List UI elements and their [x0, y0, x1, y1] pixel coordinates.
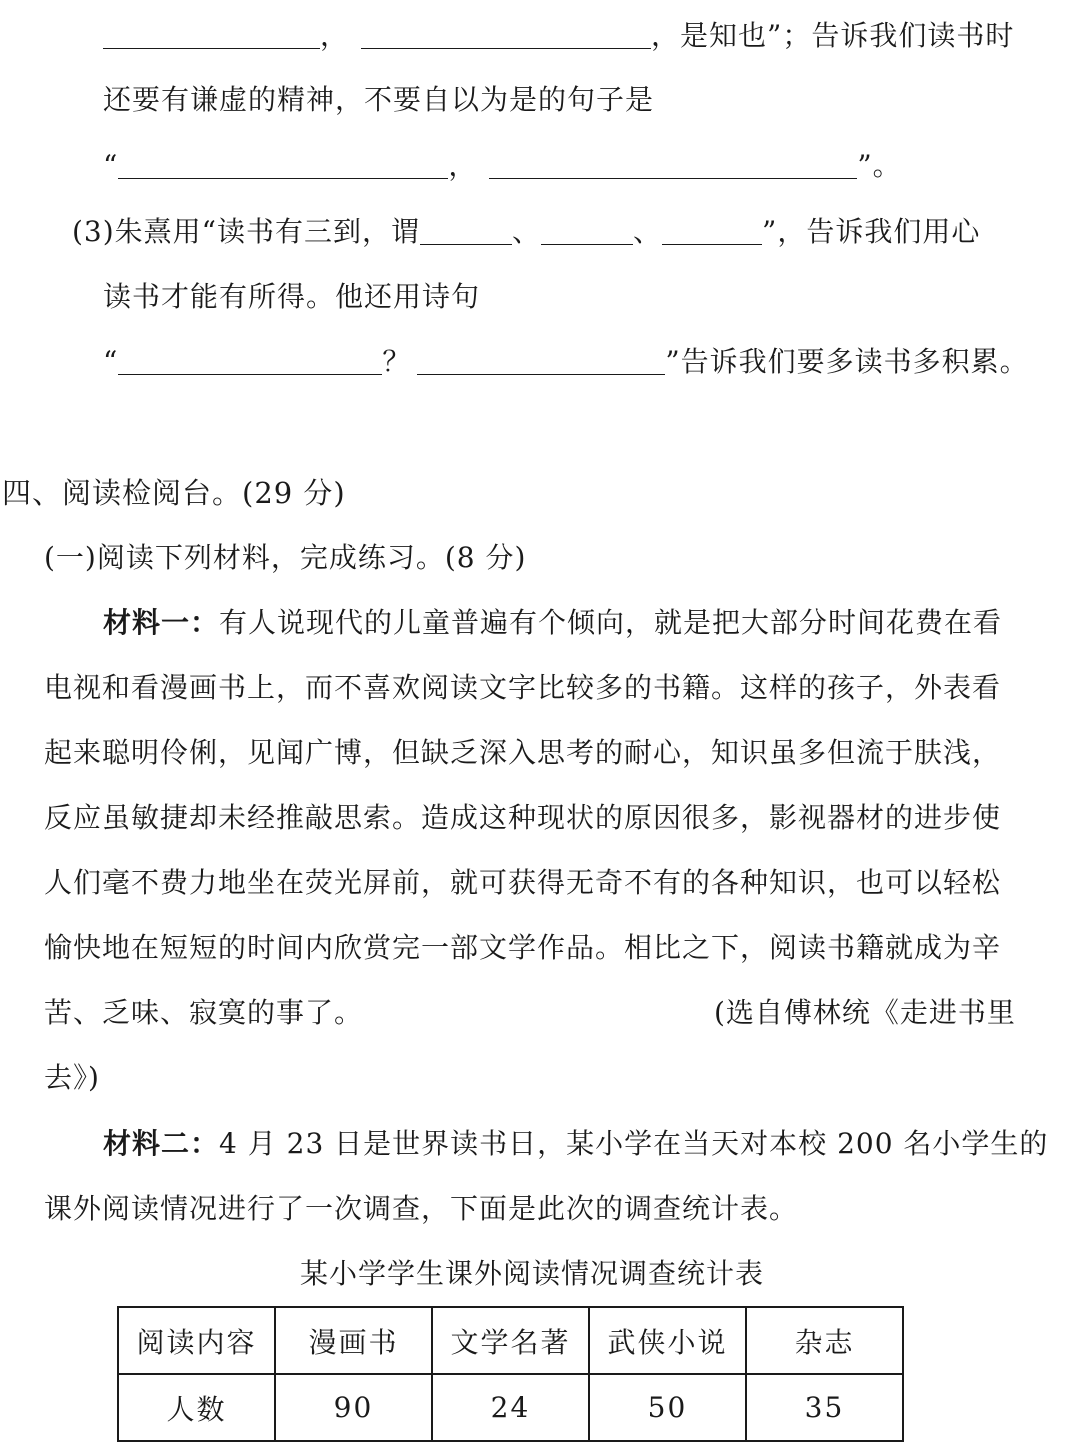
- table-cell: 90: [275, 1374, 432, 1441]
- open-quote: “: [103, 345, 119, 378]
- material-1-line-6: 愉快地在短短的时间内欣赏完一部文学作品。相比之下，阅读书籍就成为辛: [44, 931, 1002, 964]
- table-header-cell: 武侠小说: [589, 1307, 746, 1374]
- question-line-1: [103, 16, 1014, 56]
- table-header-cell: 阅读内容: [118, 1307, 275, 1374]
- table-header-cell: 文学名著: [432, 1307, 589, 1374]
- separator-text: 、: [511, 215, 541, 248]
- table-header-cell: 漫画书: [275, 1307, 432, 1374]
- material-2-label: 材料二：: [103, 1127, 220, 1160]
- comma-text: ，: [448, 149, 478, 182]
- question-line-3: [103, 146, 902, 186]
- table-header-cell: 杂志: [746, 1307, 903, 1374]
- question-text: ”告诉我们要多读书多积累。: [665, 345, 1029, 378]
- answer-blank[interactable]: [417, 346, 665, 375]
- section-title: 四、阅读检阅台。(29 分): [2, 476, 346, 510]
- material-1-line-7: 苦、乏味、寂寞的事了。: [44, 996, 364, 1029]
- table-cell: 24: [432, 1374, 589, 1441]
- material-1-line-5: 人们毫不费力地坐在荧光屏前，就可获得无奇不有的各种知识，也可以轻松: [44, 866, 1002, 899]
- question-line-5: 读书才能有所得。他还用诗句: [103, 280, 481, 313]
- material-1-line-1: [103, 603, 1002, 643]
- material-1-source-end: 去》): [44, 1061, 100, 1094]
- material-2-line-1: [103, 1124, 1048, 1164]
- material-1-source: (选自傅林统《走进书里: [714, 996, 1016, 1029]
- question-mark-text: ？: [382, 345, 412, 378]
- material-1-label: 材料一：: [103, 606, 220, 639]
- answer-blank[interactable]: [103, 20, 320, 49]
- material-1-line-2: 电视和看漫画书上，而不喜欢阅读文字比较多的书籍。这样的孩子，外表看: [44, 671, 1002, 704]
- material-1-line-3: 起来聪明伶俐，见闻广博，但缺乏深入思考的耐心，知识虽多但流于肤浅，: [44, 736, 1002, 769]
- comma-text: ，: [320, 19, 350, 52]
- separator-text: 、: [633, 215, 663, 248]
- answer-blank[interactable]: [662, 216, 762, 245]
- material-1-text: 有人说现代的儿童普遍有个倾向，就是把大部分时间花费在看: [219, 606, 1003, 639]
- close-quote: ”。: [857, 149, 902, 182]
- part-title: (一)阅读下列材料，完成练习。(8 分): [44, 541, 527, 574]
- table-header-row: [118, 1307, 903, 1374]
- table-row-label: 人数: [118, 1374, 275, 1441]
- survey-table: [117, 1306, 904, 1442]
- question-text: ，是知也”；告诉我们读书时: [651, 19, 1015, 52]
- table-cell: 50: [589, 1374, 746, 1441]
- material-1-line-4: 反应虽敏捷却未经推敲思索。造成这种现状的原因很多，影视器材的进步使: [44, 801, 1002, 834]
- answer-blank[interactable]: [118, 150, 448, 179]
- table-row: [118, 1374, 903, 1441]
- sub-question-3: [72, 212, 980, 252]
- table-cell: 35: [746, 1374, 903, 1441]
- material-2-text: 4 月 23 日是世界读书日，某小学在当天对本校 200 名小学生的: [219, 1127, 1049, 1160]
- answer-blank[interactable]: [420, 216, 512, 245]
- sub-question-text: (3)朱熹用“读书有三到，谓: [72, 215, 420, 248]
- answer-blank[interactable]: [118, 346, 382, 375]
- answer-blank[interactable]: [489, 150, 857, 179]
- open-quote: “: [103, 149, 119, 182]
- question-line-6: [103, 342, 1029, 382]
- table-caption: 某小学学生课外阅读情况调查统计表: [299, 1257, 764, 1290]
- question-line-2: 还要有谦虚的精神，不要自以为是的句子是: [103, 83, 655, 116]
- answer-blank[interactable]: [541, 216, 633, 245]
- answer-blank[interactable]: [361, 20, 651, 49]
- material-2-line-2: 课外阅读情况进行了一次调查，下面是此次的调查统计表。: [44, 1192, 799, 1225]
- sub-question-text: ”，告诉我们用心: [762, 215, 981, 248]
